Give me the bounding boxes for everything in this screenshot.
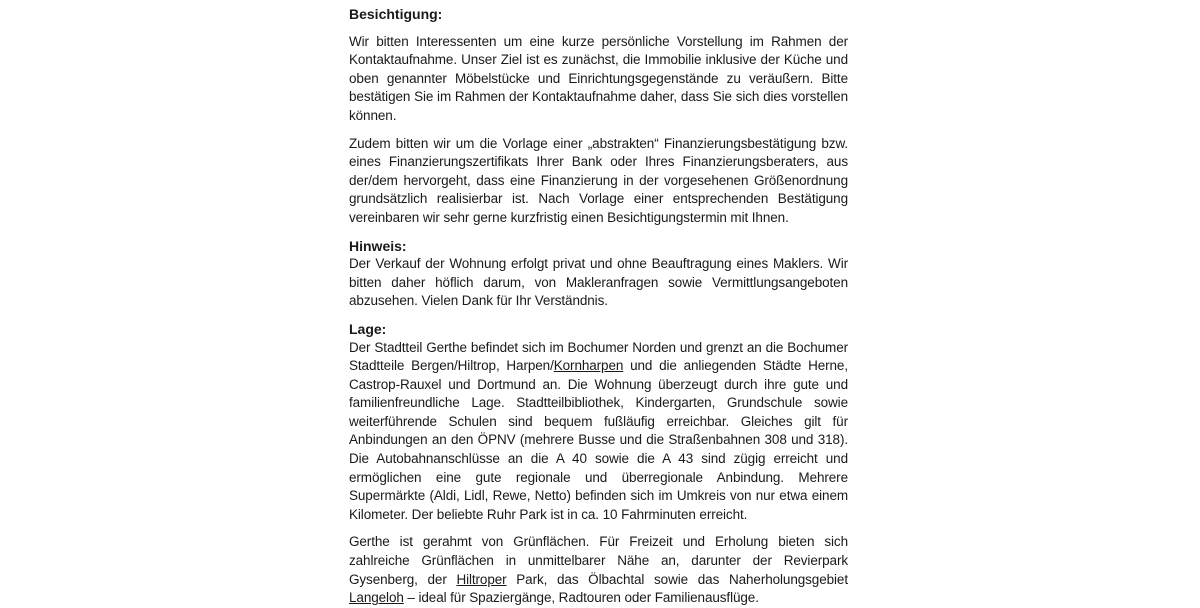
lage-p2-text-a: Gerthe ist gerahmt von Grünflächen. Für Freizeit und Erholung bieten sich zahlreiche Grünflächen in unmittelbarer Nähe an, darunter der Revierpark Gysenberg, der: [349, 534, 848, 587]
langeloh-link[interactable]: Langeloh: [349, 590, 404, 606]
lage-paragraph-1: [349, 339, 848, 525]
lage-p2-text-c: – ideal für Spaziergänge, Radtouren oder Familienausflüge.: [403, 590, 759, 606]
besichtigung-paragraph-1: Wir bitten Interessenten um eine kurze persönliche Vorstellung im Rahmen der Kontaktaufnahme. Unser Ziel ist es zunächst, die Immobilie inklusive der Küche und oben genannter Möbelstücke und Einrichtungsgegenstände zu veräußern. Bitte bestätigen Sie im Rahmen der Kontaktaufnahme daher, dass Sie sich dies vorstellen können.: [349, 33, 848, 123]
lage-text-a: Der Stadtteil Gerthe befindet sich im Bochumer Norden und grenzt an die Bochumer Stadtteile Bergen/Hiltrop, Harpen/: [349, 339, 848, 374]
section-heading-lage: Lage:: [349, 320, 387, 337]
hiltroper-link[interactable]: Hiltroper: [456, 571, 507, 587]
section-heading-hinweis: Hinweis:: [349, 237, 407, 254]
listing-description: [349, 0, 848, 608]
kornharpen-link[interactable]: Kornharpen: [553, 358, 624, 374]
lage-paragraph-2: [349, 533, 848, 607]
lage-text-b: und die anliegenden Städte Herne, Castrop-Rauxel und Dortmund an. Die Wohnung überzeugt durch ihre gute und familienfreundliche Lage. Stadtteilbibliothek, Kindergarten, Grundschule sowie weiterführende Schulen sind bequem fußläufig erreichbar. Gleiches gilt für Anbindungen an den ÖPNV (mehrere Busse und die Straßenbahnen 308 und 318). Die Autobahnanschlüsse an die A 40 sowie die A 43 sind zügig erreicht und ermöglichen eine gute regionale und überregionale Anbindung. Mehrere Supermärkte (Aldi, Lidl, Rewe, Netto) befinden sich im Umkreis von nur etwa einem Kilometer. Der beliebte Ruhr Park ist in ca. 10 Fahrminuten erreicht.: [349, 358, 848, 522]
section-heading-besichtigung: Besichtigung:: [349, 6, 443, 22]
hinweis-paragraph: Der Verkauf der Wohnung erfolgt privat und ohne Beauftragung eines Maklers. Wir bitten daher höflich darum, von Makleranfragen sowie Vermittlungsangeboten abzusehen. Vielen Dank für Ihr Verständnis.: [349, 256, 848, 309]
lage-p2-text-b: Park, das Ölbachtal sowie das Naherholungsgebiet: [506, 571, 848, 587]
besichtigung-paragraph-2: Zudem bitten wir um die Vorlage einer „abstrakten“ Finanzierungsbestätigung bzw. eines Finanzierungszertifikats Ihrer Bank oder Ihres Finanzierungsberaters, aus der/dem hervorgeht, dass eine Finanzierung in der vorgesehenen Größenordnung grundsätzlich realisierbar ist. Nach Vorlage einer entsprechenden Bestätigung vereinbaren wir sehr gerne kurzfristig einen Besichtigungstermin mit Ihnen.: [349, 135, 848, 225]
